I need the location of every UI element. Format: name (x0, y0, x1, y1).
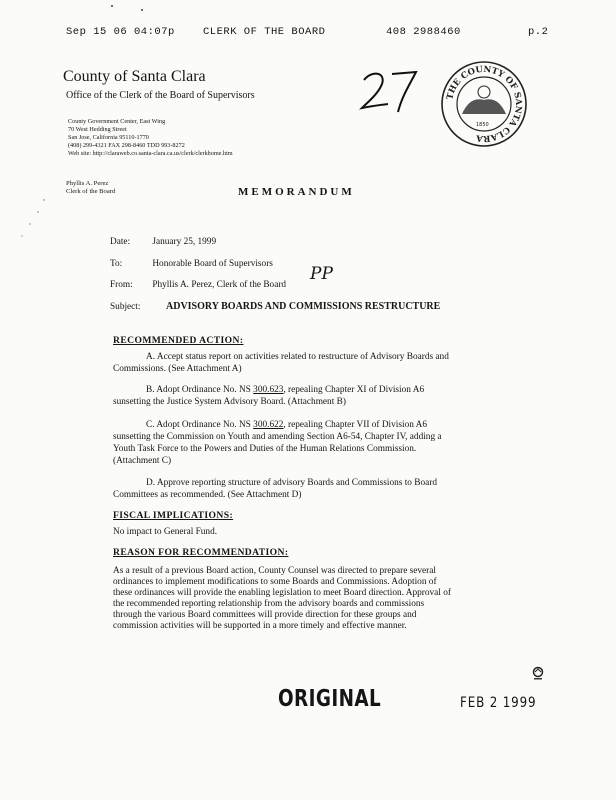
reason-line: As a result of a previous Board action, County Counsel was directed to prepare several (113, 566, 436, 576)
action-a-line-2: Commissions. (See Attachment A) (113, 364, 242, 374)
subject-value: ADVISORY BOARDS AND COMMISSIONS RESTRUCTURE (166, 301, 441, 312)
action-c-post: , repealing Chapter VII of Division A6 (283, 420, 428, 430)
seal-text: THE COUNTY OF SANTA CLARA (445, 64, 524, 144)
signer-title: Clerk of the Board (66, 188, 116, 195)
reason-line: the recommended reporting relationship from the advisory boards and commissions (113, 599, 425, 609)
reason-heading: REASON FOR RECOMMENDATION: (113, 547, 289, 558)
fiscal-heading: FISCAL IMPLICATIONS: (113, 510, 234, 521)
from-value: Phyllis A. Perez, Clerk of the Board (152, 280, 287, 290)
memo-subject-row (110, 296, 440, 314)
date-value: January 25, 1999 (152, 237, 217, 247)
to-label: To: (110, 259, 123, 269)
action-c-line-2: sunsetting the Commission on Youth and amending Section A6-54, Chapter IV, adding a (113, 432, 442, 442)
recommended-heading: RECOMMENDED ACTION: (113, 335, 244, 346)
org-name: County of Santa Clara (63, 68, 206, 85)
office-name: Office of the Clerk of the Board of Supervisors (66, 90, 255, 101)
action-b-line-2: sunsetting the Justice System Advisory Board. (Attachment B) (113, 397, 346, 407)
from-label: From: (110, 280, 133, 290)
memo-from-row (110, 280, 286, 292)
seal-year: 1850 (476, 122, 489, 128)
action-b-post: , repealing Chapter XI of Division A6 (283, 385, 425, 395)
action-b-pre: B. Adopt Ordinance No. NS (146, 385, 254, 395)
recycle-icon (532, 666, 546, 682)
action-c-line-1 (146, 420, 427, 432)
handwritten-initials: PP (310, 264, 333, 284)
fax-page: p.2 (528, 26, 549, 38)
ordinance-number-c: 300.622 (253, 420, 284, 430)
date-label: Date: (110, 237, 131, 247)
memo-to-row (110, 259, 273, 271)
fiscal-text: No impact to General Fund. (113, 527, 218, 537)
reason-line: these ordinances will provide the enabling legislation to meet Board direction. Approval of (113, 588, 451, 598)
reason-line: through the various Board committees will provide direction for these groups and (113, 610, 417, 620)
action-d-line-2: Committees as recommended. (See Attachment D) (113, 490, 302, 500)
action-a-line-1: A. Accept status report on activities related to restructure of Advisory Boards and (146, 352, 449, 362)
action-d-line-1: D. Approve reporting structure of advisory Boards and Commissions to Board (146, 478, 438, 488)
reason-line: commission activities will be supported in a more timely and effective manner. (113, 621, 407, 631)
address-line: County Government Center, East Wing (68, 118, 166, 125)
fax-timestamp: Sep 15 06 04:07p (66, 26, 175, 38)
reason-line: ordinances to implement modifications to some Boards and Commissions. Adoption of (113, 577, 437, 587)
action-c-line-4: (Attachment C) (113, 456, 172, 466)
fax-sender: CLERK OF THE BOARD (203, 26, 326, 38)
memo-heading: MEMORANDUM (238, 186, 355, 198)
address-line: Web site: http://claraweb.co.santa-clara.ca.us/clerk/clerkhome.htm (68, 150, 233, 157)
memo-date-row (110, 237, 216, 249)
action-b-line-1 (146, 385, 424, 397)
original-stamp: ORIGINAL (278, 686, 382, 712)
action-c-pre: C. Adopt Ordinance No. NS (146, 420, 254, 430)
signer-name: Phyllis A. Perez (66, 180, 109, 187)
to-value: Honorable Board of Supervisors (152, 259, 273, 269)
ordinance-number-b: 300.623 (253, 385, 284, 395)
address-line: (408) 299-4321 FAX 298-8460 TDD 993-8272 (68, 142, 185, 149)
subject-label: Subject: (110, 302, 141, 312)
address-line: 70 West Hedding Street (68, 126, 127, 133)
fax-phone: 408 2988460 (386, 26, 461, 38)
address-line: San Jose, California 95110-1770 (68, 134, 149, 141)
action-c-line-3: Youth Task Force to the Powers and Duties of the Human Relations Commission. (113, 444, 417, 454)
received-date-stamp: FEB 2 1999 (460, 695, 537, 711)
